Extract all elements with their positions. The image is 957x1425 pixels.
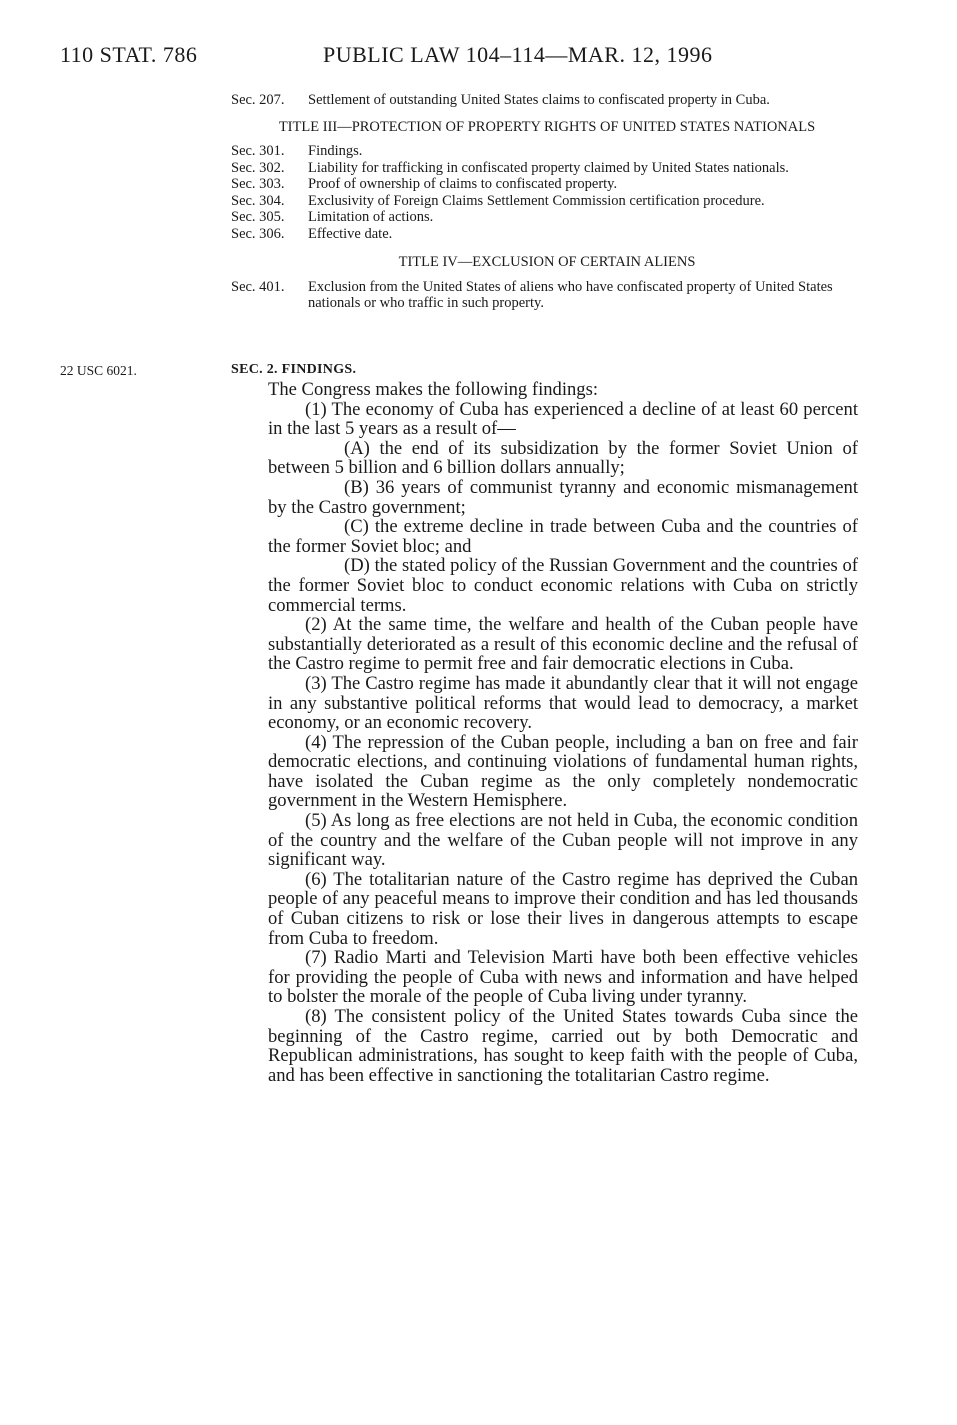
toc-section-title: Exclusivity of Foreign Claims Settlement Commission certification procedure.: [308, 192, 765, 209]
finding-subparagraph: (B) 36 years of communist tyranny and economic mismanagement by the Castro government;: [268, 476, 858, 518]
toc-entry: [231, 279, 863, 312]
toc-section-title: Findings.: [308, 143, 363, 159]
toc-entry: [231, 92, 863, 109]
finding-paragraph: (1) The economy of Cuba has experienced a decline of at least 60 percent in the last 5 years as a result of—: [268, 398, 858, 440]
running-header: [0, 42, 957, 72]
toc-entry: [231, 193, 863, 210]
toc-section-number: Sec. 301.: [231, 143, 285, 159]
toc-entry: [231, 226, 863, 243]
toc-section-number: Sec. 304.: [231, 192, 285, 209]
stat-page-number: 110 STAT. 786: [60, 42, 198, 67]
toc-section-number: Sec. 303.: [231, 176, 285, 192]
toc-section-number: Sec. 306.: [231, 225, 285, 242]
toc-entry: [231, 209, 863, 226]
finding-paragraph: (2) At the same time, the welfare and health of the Cuban people have substantially deteriorated as a result of this economic decline and the refusal of the Castro regime to permit free and fair democratic elections in Cuba.: [268, 614, 858, 675]
finding-subparagraph: (D) the stated policy of the Russian Government and the countries of the former Soviet bloc to conduct economic relations with Cuba on strictly commercial terms.: [268, 555, 858, 616]
toc-title-heading: TITLE IV—EXCLUSION OF CERTAIN ALIENS: [398, 254, 696, 270]
toc-section-number: Sec. 401.: [231, 278, 285, 295]
public-law-citation: PUBLIC LAW 104–114—MAR. 12, 1996: [323, 42, 713, 67]
finding-paragraph: (8) The consistent policy of the United States towards Cuba since the beginning of the Castro regime, carried out by both Democratic and Republican administrations, has sought to keep faith with the people of Cuba, and has been effective in sanctioning the totalitarian Castro regime.: [268, 1006, 858, 1086]
toc-section-title: Settlement of outstanding United States claims to confiscated property in Cuba.: [308, 92, 770, 108]
finding-paragraph: (5) As long as free elections are not held in Cuba, the economic condition of the country and the welfare of the Cuban people will not improve in any significant way.: [268, 810, 858, 871]
finding-paragraph: (3) The Castro regime has made it abundantly clear that it will not engage in any substantive political reforms that would lead to democracy, a market economy, or an economic recovery.: [268, 672, 858, 734]
finding-paragraph: (6) The totalitarian nature of the Castro regime has deprived the Cuban people of any peaceful means to improve their condition and has led thousands of Cuban citizens to risk or lose their lives in dangerous attempts to escape from Cuba to freedom.: [268, 868, 858, 949]
toc-section-number: Sec. 305.: [231, 209, 285, 225]
toc-section-title: Exclusion from the United States of aliens who have confiscated property of United States nationals or who traffic in such property.: [308, 278, 833, 311]
toc-section-title: Proof of ownership of claims to confiscated property.: [308, 176, 618, 192]
findings-body: [268, 380, 858, 1085]
usc-margin-note: 22 USC 6021.: [60, 363, 137, 378]
findings-intro: The Congress makes the following findings:: [268, 379, 598, 400]
finding-subparagraph: (C) the extreme decline in trade between Cuba and the countries of the former Soviet bloc; and: [268, 516, 858, 557]
toc-section-title: Effective date.: [308, 225, 393, 242]
toc-section-number: Sec. 302.: [231, 159, 285, 176]
toc-entry: [231, 160, 863, 177]
toc-title-heading: TITLE III—PROTECTION OF PROPERTY RIGHTS OF UNITED STATES NATIONALS: [278, 118, 816, 135]
toc-section-title: Limitation of actions.: [308, 209, 434, 225]
finding-paragraph: (7) Radio Marti and Television Marti have both been effective vehicles for providing the people of Cuba with news and information and have helped to bolster the morale of the people of Cuba living under tyranny.: [268, 947, 858, 1008]
finding-paragraph: (4) The repression of the Cuban people, including a ban on free and fair democratic elections, and continuing violations of fundamental human rights, have isolated the Cuban regime as the only completely nondemocratic government in the Western Hemisphere.: [268, 731, 858, 812]
toc-entry: [231, 176, 863, 193]
toc-section-title: Liability for trafficking in confiscated property claimed by United States nationals.: [308, 159, 789, 176]
section-heading: SEC. 2. FINDINGS.: [231, 362, 357, 377]
table-of-contents: [231, 92, 863, 312]
finding-subparagraph: (A) the end of its subsidization by the former Soviet Union of between 5 billion and 6 billion dollars annually;: [268, 437, 858, 479]
toc-section-number: Sec. 207.: [231, 92, 285, 108]
toc-entry: [231, 143, 863, 160]
